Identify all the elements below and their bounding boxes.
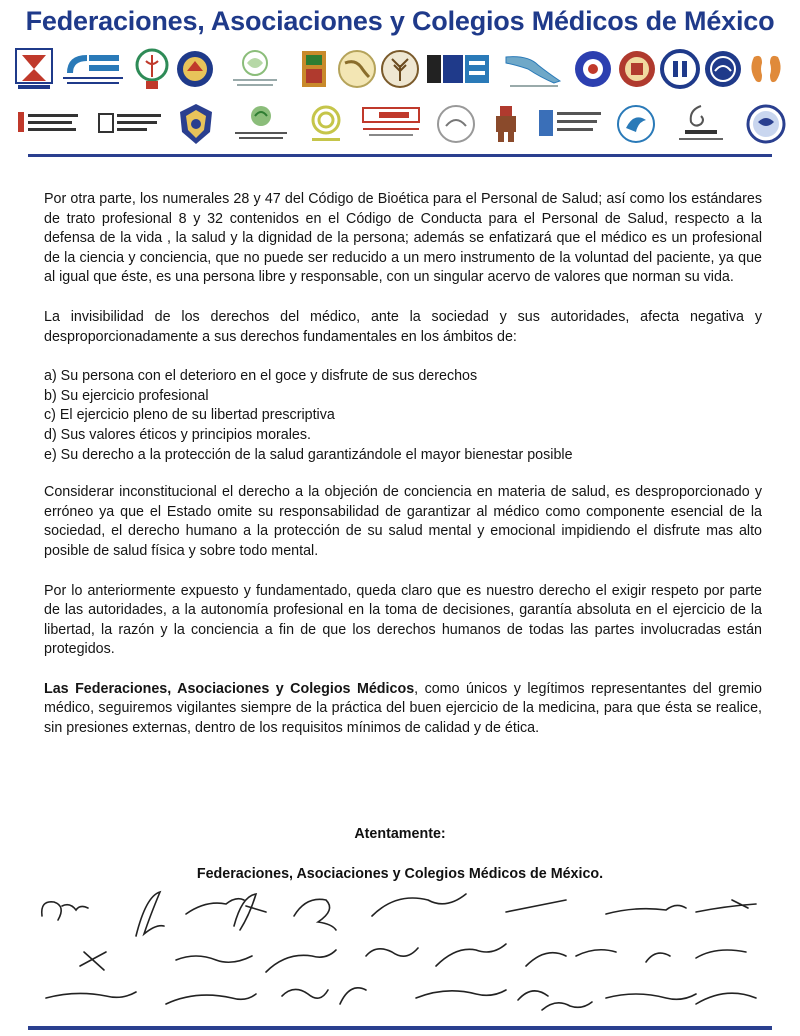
signature-9: [696, 900, 756, 912]
bird-seal-logo-icon: [616, 102, 656, 146]
signature-10: [80, 952, 106, 970]
logo-row-bottom: [14, 98, 786, 150]
amg-logo-icon: [423, 47, 495, 91]
signature-2: [136, 892, 164, 936]
aztec-figure-logo-icon: [294, 47, 334, 91]
mexico-map-logo-icon: [498, 47, 570, 91]
signature-17: [646, 953, 670, 962]
association-logo-icon: [219, 47, 291, 91]
letter-body: [44, 190, 762, 759]
signature-14: [436, 944, 506, 966]
paragraph-expuesto: Por lo anteriormente expuesto y fundamentado, queda claro que es nuestro derecho el exigir respeto por parte de las autoridades, a la autonomía profesional en la toma de decisiones, garantía absoluta en el ejercicio de la libertad, la razón y la conciencia a fin de que los derechos humanos de todas las partes involucradas están protegidos.: [44, 582, 762, 658]
blue-circle-logo-icon: [573, 47, 613, 91]
signature-6: [372, 894, 466, 916]
document-title: Federaciones, Asociaciones y Colegios Médicos de México: [25, 6, 775, 36]
signature-8: [606, 905, 686, 914]
signature-13: [366, 948, 418, 956]
circle-seal-logo-icon: [660, 47, 700, 91]
signature-11: [176, 956, 252, 962]
paragraph-bioetica: Por otra parte, los numerales 28 y 47 del Código de Bioética para el Personal de Salud; así como los estándares de trato profesional 8 y 32 contenidos en el Código de Conducta para el Personal de Salud, respecto a la defensa de la vida , la salud y la dignidad de la persona; además se enfatizará que el médico es un profesional de la ciencia y conciencia, que no puede ser reducido a un mero instrumento de la voluntad del paciente, ya que al igual que éste, es una persona libre y responsable, con un singular acervo de valores que norman su vida.: [44, 191, 762, 286]
header-divider: [28, 154, 772, 157]
signature-5: [294, 899, 336, 930]
federaciones-rest: , como únicos y legítimos representantes del gremio médico, seguiremos vigilantes siempre de la práctica del buen ejercicio de la medicina, para que ésta se realice, sin presiones externas, dentro de los requisitos mínimos de calidad y de ética.: [44, 680, 762, 737]
list-item: a) Su persona con el deterioro en el goce y disfrute de sus derechos: [44, 368, 478, 385]
signature-3: [186, 899, 244, 914]
comepyr-logo-icon: [306, 102, 346, 146]
cymbiff-logo-icon: [14, 47, 54, 91]
salutation: Atentamente:: [354, 826, 446, 842]
mexico-map-logo-icon: [337, 47, 377, 91]
signature-12: [266, 950, 336, 972]
paragraph-federaciones: [44, 680, 762, 739]
tree-seal-logo-icon: [380, 47, 420, 91]
aztec-warrior-logo-icon: [486, 102, 526, 146]
green-association-logo-icon: [225, 102, 297, 146]
signature-22: [340, 988, 366, 1004]
cmah-logo-icon: [355, 102, 427, 146]
list-item: d) Sus valores éticos y principios morales.: [44, 426, 311, 443]
medical-seal-logo-icon: [132, 47, 172, 91]
signature-19: [46, 992, 136, 998]
list-item: b) Su ejercicio profesional: [44, 387, 209, 404]
paragraph-objecion: Considerar inconstitucional el derecho a la objeción de conciencia en materia de salud, es desproporcionado y erróneo ya que el Estado omite su responsabilidad de garantizar al médico como componente esencial de la sociedad, el derecho humano a la protección de su salud mental y emocional impidiendo el disfrute mas alto posible de salud física y sobre todo mental.: [44, 484, 762, 559]
signatures-block: [36, 886, 776, 1022]
red-seal-logo-icon: [617, 47, 657, 91]
signature-24: [518, 991, 548, 1000]
terapia-intensiva-logo-icon: [95, 102, 167, 146]
federaciones-bold: Las Federaciones, Asociaciones y Colegios Médicos: [44, 680, 415, 697]
signature-25: [542, 1002, 592, 1010]
blue-seal-logo-icon: [703, 47, 743, 91]
colegio-medicina-interna-logo-icon: [57, 47, 129, 91]
signatory: Federaciones, Asociaciones y Colegios Médicos de México.: [196, 866, 604, 882]
signature-27: [696, 993, 756, 1004]
signature-16: [576, 950, 616, 956]
round-outline-logo-icon: [436, 102, 476, 146]
eagle-seal-logo-icon: [746, 102, 786, 146]
signature-1: [42, 902, 88, 920]
signature-26: [606, 994, 696, 999]
list-item: c) El ejercicio pleno de su libertad prescriptiva: [44, 407, 335, 424]
fccpm-logo-icon: [665, 102, 737, 146]
paragraph-invisibilidad: La invisibilidad de los derechos del médico, ante la sociedad y sus autoridades, afecta negativa y desproporcionadamente a sus derechos fundamentales en los ámbitos de:: [44, 308, 762, 345]
signature-23: [416, 990, 506, 998]
kidney-logo-icon: [746, 47, 786, 91]
signature-21: [282, 989, 328, 998]
logo-row-top: [14, 44, 786, 94]
signature-15: [526, 953, 566, 966]
shield-logo-icon: [176, 102, 216, 146]
colegio-logo-icon: [535, 102, 607, 146]
signature-20: [166, 994, 256, 1004]
round-seal-logo-icon: [175, 47, 215, 91]
signature-7: [506, 900, 566, 912]
list-item: e) Su derecho a la protección de la salud garantizándole el mayor bienestar posible: [44, 446, 573, 463]
rights-list: [44, 367, 762, 465]
emergency-society-logo-icon: [14, 102, 86, 146]
footer-divider: [28, 1026, 772, 1030]
signature-18: [696, 950, 746, 958]
